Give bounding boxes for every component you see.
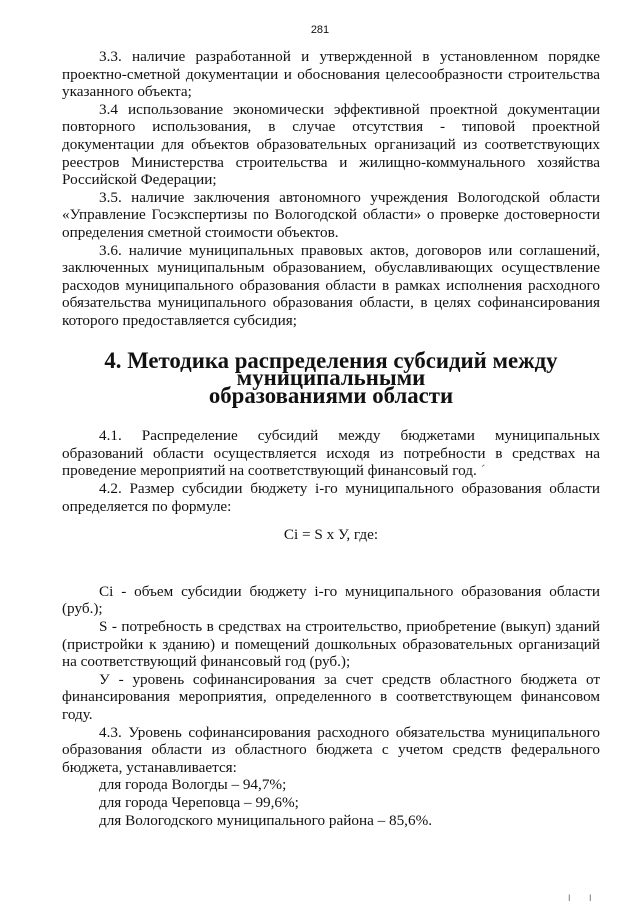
rate-cherepovets: для города Череповца – 99,6%; (99, 793, 299, 811)
spacer (62, 563, 600, 583)
definition-s: S - потребность в средствах на строительство, приобретение (выкуп) зданий (пристройки к зданию) и помещений дошкольных образовательных организаций на соответствующий финансовый год (руб.); (62, 618, 600, 671)
paragraph-3-3: 3.3. наличие разработанной и утвержденной в установленном порядке проектно-сметной документации и обоснования целесообразности строительства указанного объекта; (62, 48, 600, 101)
definition-ci: Ci - объем субсидии бюджету i-го муниципального образования области (руб.); (62, 582, 600, 618)
paragraph-4-1-text: 4.1. Распределение субсидий между бюджетами муниципальных образований области осуществляется исходя из потребности в средствах на проведение мероприятий на соответствующий финансовый год. (62, 427, 600, 480)
paragraph-4-1 (62, 427, 600, 480)
subsidy-formula: Ci = S x У, где: (283, 526, 379, 544)
paragraph-3-4: 3.4 использование экономически эффективной проектной документации повторного использования, в случае отсутствия - типовой проектной документации для объектов образовательных организаций из соответствующих реестров Министерства строительства и жилищно-коммунального хозяйства Российской Федерации; (62, 100, 600, 189)
definition-u: У - уровень софинансирования за счет средств областного бюджета от финансирования мероприятия, определенного в соответствующем финансовом году. (62, 670, 600, 723)
page-number: 281 (310, 24, 330, 36)
section-4-heading-line2: образованиями области (208, 382, 454, 408)
page-content (62, 48, 600, 829)
paragraph-3-5: 3.5. наличие заключения автономного учреждения Вологодской области «Управление Госэкспертизы по Вологодской области» о проверке достоверности определения сметной стоимости объектов. (62, 188, 600, 241)
scan-marks: I I (568, 893, 600, 903)
paragraph-4-2: 4.2. Размер субсидии бюджету i-го муниципального образования области определяется по формуле: (62, 480, 600, 515)
paragraph-3-6: 3.6. наличие муниципальных правовых актов, договоров или соглашений, заключенных муниципальным образованием, обуславливающих осуществление расходов муниципального образования области в рамках исполнения расходного обязательства муниципального образования области, в целях софинансирования которого предоставляется субсидия; (62, 241, 600, 329)
section-4-heading (62, 330, 600, 428)
rate-vologda-district: для Вологодского муниципального района – 85,6%. (99, 811, 433, 829)
section-4-heading-line1: 4. Методика распределения субсидий между муниципальными (104, 347, 558, 391)
stray-scan-mark: ˊ (480, 462, 486, 480)
paragraph-4-3: 4.3. Уровень софинансирования расходного обязательства муниципального образования области из областного бюджета с учетом средств федерального бюджета, устанавливается: (62, 723, 600, 776)
rate-vologda: для города Вологды – 94,7%; (99, 776, 287, 794)
